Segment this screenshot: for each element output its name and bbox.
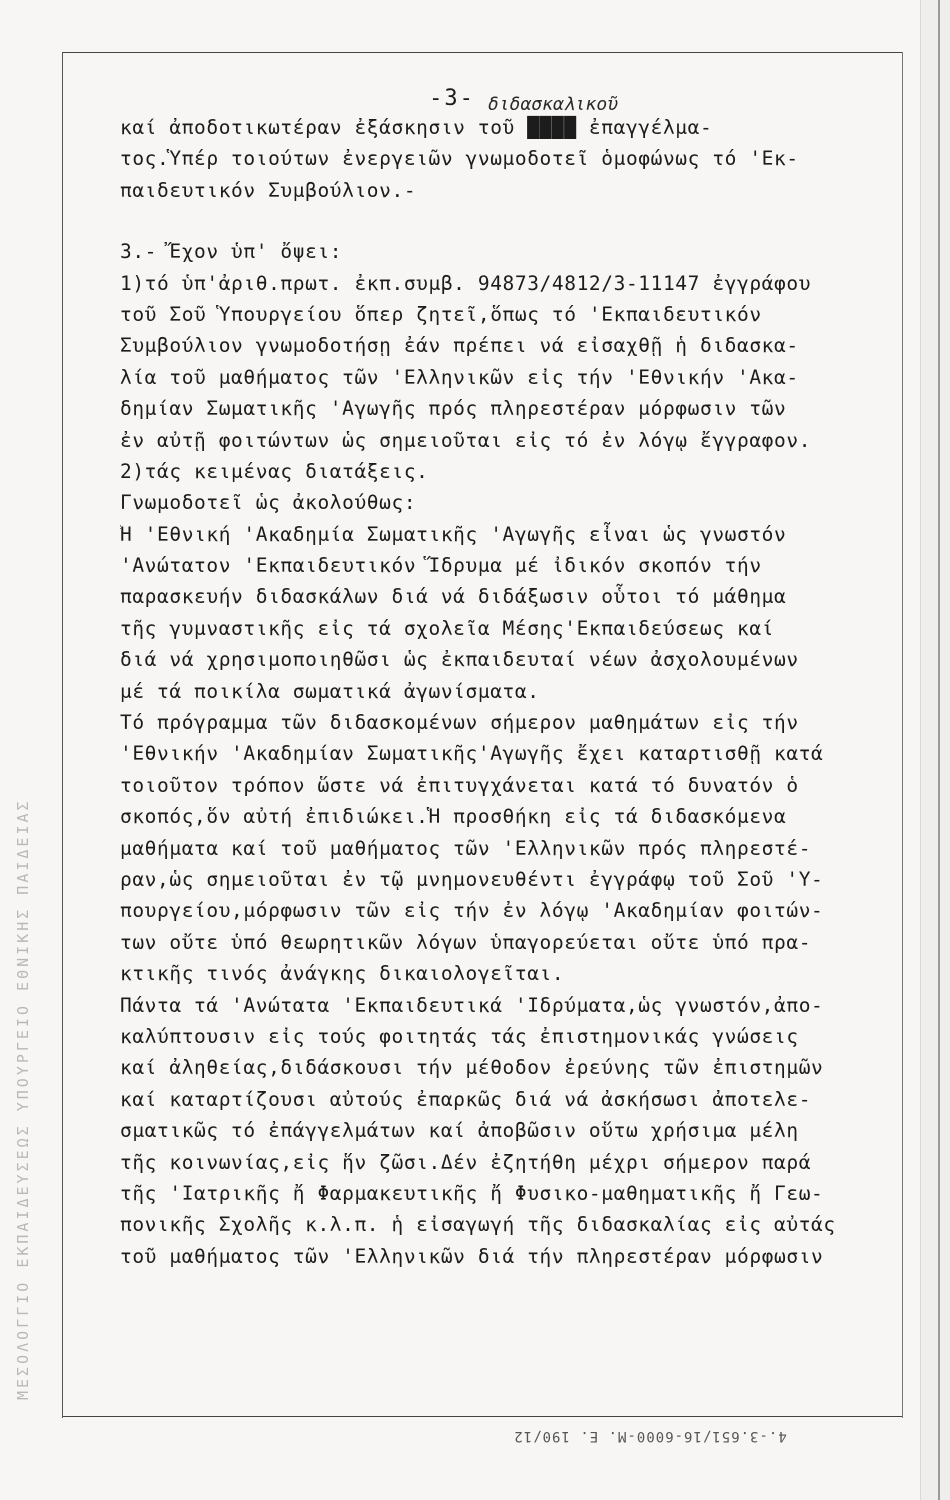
text-line: 2)τάς κειμένας διατάξεις. xyxy=(120,459,429,483)
text-line: διά νά χρησιμοποιηθῶσι ὡς ἐκπαιδευταί νέων ἀσχολουμένων xyxy=(120,648,799,672)
text-line: καλύπτουσιν εἰς τούς φοιτητάς τάς ἐπιστημονικάς γνώσεις xyxy=(120,1024,799,1048)
text-line: Ἡ 'Εθνική 'Ακαδημία Σωματικῆς 'Αγωγῆς εἶναι ὡς γνωστόν xyxy=(120,522,787,546)
text-line: τῆς κοινωνίας,εἰς ἥν ζῶσι.Δέν ἐζητήθη μέχρι σήμερον παρά xyxy=(120,1150,812,1174)
text-line: 3.- Ἔχον ὑπ' ὄψει: xyxy=(120,240,343,264)
text-line: τῆς 'Ιατρικῆς ἤ Φαρμακευτικῆς ἤ Φυσικο-μαθηματικῆς ἤ Γεω- xyxy=(120,1181,824,1205)
page-edge-strip xyxy=(920,0,950,1500)
text-line: 'Ανώτατον 'Εκπαιδευτικόν Ἵδρυμα μέ ἰδικόν σκοπόν τήν xyxy=(120,554,762,578)
text-line: τῆς γυμναστικῆς εἰς τά σχολεῖα Μέσης'Εκπαιδεύσεως καί xyxy=(120,616,775,640)
margin-rule-top xyxy=(62,52,902,53)
text-line: τοῦ μαθήματος τῶν 'Ελληνικῶν διά τήν πληρεστέραν μόρφωσιν xyxy=(120,1244,824,1268)
text-line: Γνωμοδοτεῖ ὡς ἀκολούθως: xyxy=(120,491,417,515)
text-line: τοιοῦτον τρόπον ὥστε νά ἐπιτυγχάνεται κατά τό δυνατόν ὁ xyxy=(120,773,799,797)
text-line: σματικῶς τό ἐπάγγελμάτων καί ἀποβῶσιν οὕτω χρήσιμα μέλη xyxy=(120,1119,799,1143)
text-line: παιδευτικόν Συμβούλιον.- xyxy=(120,178,417,202)
text-line: καί καταρτίζουσι αὐτούς ἐπαρκῶς διά νά ἀσκήσωσι ἀποτελε- xyxy=(120,1087,812,1111)
faint-margin-text: ΜΕΣΟΛΟΓΓΙΟ ΕΚΠΑΙΔΕΥΣΕΩΣ ΥΠΟΥΡΓΕΙΟ ΕΘΝΙΚΗΣ ΠΑΙΔΕΙΑΣ xyxy=(14,798,32,1400)
text-line: των οὔτε ὑπό θεωρητικῶν λόγων ὑπαγορεύεται οὔτε ὑπό πρα- xyxy=(120,930,812,954)
text-line: Τό πρόγραμμα τῶν διδασκομένων σήμερον μαθημάτων εἰς τήν xyxy=(120,711,799,735)
margin-rule-left xyxy=(62,52,63,1418)
text-line: δημίαν Σωματικῆς 'Αγωγῆς πρός πληρεστέραν μόρφωσιν τῶν xyxy=(120,397,787,421)
text-line: πουργείου,μόρφωσιν τῶν εἰς τήν ἐν λόγῳ 'Ακαδημίαν φοιτών- xyxy=(120,899,824,923)
text-line: Πάντα τά 'Ανώτατα 'Εκπαιδευτικά 'Ιδρύματα,ὡς γνωστόν,ἀπο- xyxy=(120,993,824,1017)
text-line: πονικῆς Σχολῆς κ.λ.π. ἡ εἰσαγωγή τῆς διδασκαλίας εἰς αὐτάς xyxy=(120,1213,836,1237)
text-line: σκοπός,ὅν αὐτή ἐπιδιώκει.Ἡ προσθήκη εἰς τά διδασκόμενα xyxy=(120,805,787,829)
text-line: μαθήματα καί τοῦ μαθήματος τῶν 'Ελληνικῶν πρός πληρεστέ- xyxy=(120,836,812,860)
text-line: 'Εθνικήν 'Ακαδημίαν Σωματικῆς'Αγωγῆς ἔχει καταρτισθῇ κατά xyxy=(120,742,824,766)
text-line: καί ἀποδοτικωτέραν ἐξάσκησιν τοῦ ████ ἐπαγγέλμα- xyxy=(120,116,713,139)
page-number: -3- xyxy=(429,86,475,111)
text-line: τοῦ Σοῦ Ὑπουργείου ὅπερ ζητεῖ,ὅπως τό 'Εκπαιδευτικόν xyxy=(120,302,762,326)
text-line: Συμβούλιον γνωμοδοτήσῃ ἐάν πρέπει νά εἰσαχθῇ ἡ διδασκα- xyxy=(120,334,799,358)
margin-rule-bottom xyxy=(62,1416,902,1417)
text-line: μέ τά ποικίλα σωματικά ἀγωνίσματα. xyxy=(120,679,540,703)
text-line: ραν,ὡς σημειοῦται ἐν τῷ μνημονευθέντι ἐγγράφῳ τοῦ Σοῦ 'Υ- xyxy=(120,867,824,891)
typed-text-body xyxy=(120,112,910,1272)
text-line: ἐν αὐτῇ φοιτώντων ὡς σημειοῦται εἰς τό ἐν λόγῳ ἔγγραφον. xyxy=(120,428,812,452)
blank-line xyxy=(120,206,910,236)
text-line: 1)τό ὑπ'ἀριθ.πρωτ. ἐκπ.συμβ. 94873/4812/3-11147 ἐγγράφου xyxy=(120,271,812,295)
page-edge-line xyxy=(938,0,940,1500)
print-run-code: 4.-3.651/16-6000-Μ. Ε. 190/12 xyxy=(513,1428,787,1444)
handwritten-insert: διδασκαλικοῦ xyxy=(488,94,619,115)
text-line: καί ἀληθείας,διδάσκουσι τήν μέθοδον ἐρεύνης τῶν ἐπιστημῶν xyxy=(120,1056,824,1080)
text-line: κτικῆς τινός ἀνάγκης δικαιολογεῖται. xyxy=(120,962,565,986)
text-line: τος.Ὑπέρ τοιούτων ἐνεργειῶν γνωμοδοτεῖ ὁμοφώνως τό 'Εκ- xyxy=(120,147,799,171)
text-line: λία τοῦ μαθήματος τῶν 'Ελληνικῶν εἰς τήν 'Εθνικήν 'Ακα- xyxy=(120,365,799,389)
text-line: παρασκευήν διδασκάλων διά νά διδάξωσιν οὗτοι τό μάθημα xyxy=(120,585,787,609)
